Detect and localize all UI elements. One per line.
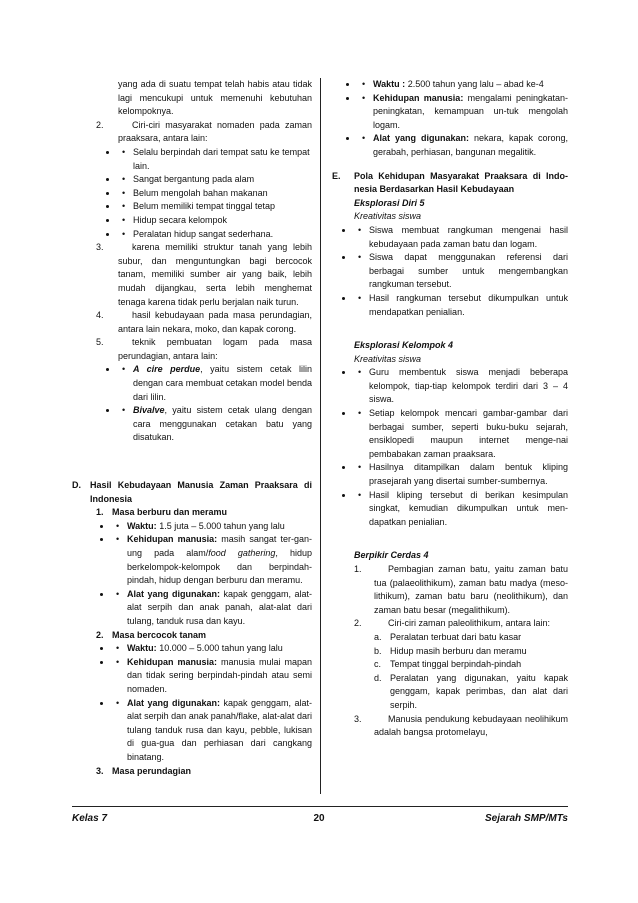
berpikir-cerdas-title: Berpikir Cerdas 4 <box>354 550 429 561</box>
item-number: 3. <box>96 242 104 253</box>
sub-title: Masa bercocok tanam <box>112 629 207 640</box>
bullet-label: Alat yang digunakan: <box>373 133 469 144</box>
bullet-item <box>112 642 312 656</box>
bullet-item <box>112 697 312 765</box>
bullet-item: • • Guru membentuk siswa menjadi beberapa kelompok, tiap-tiap kelompok terdiri dari 3 – 4 siswa. <box>354 366 568 407</box>
item-text: Ciri-ciri masyarakat nomaden pada zaman praaksara, antara lain: <box>118 119 312 144</box>
section-e-heading <box>332 170 568 197</box>
item-number: 4. <box>96 310 104 321</box>
list-item <box>72 309 312 336</box>
bullet-item <box>112 533 312 587</box>
sub-item <box>374 645 568 659</box>
footer-subject: Sejarah SMP/MTs <box>485 813 568 824</box>
bullet-label: Kehidupan manusia: <box>127 534 218 545</box>
bullet-item: • • Sangat bergantung pada alam <box>118 173 312 187</box>
bullet-label: Waktu : <box>373 79 406 89</box>
item-text: teknik pembuatan logam pada masa perundagian, antara lain: <box>118 337 312 361</box>
bullet-term: Bivalve <box>133 405 165 416</box>
bullet-label: Waktu: <box>127 643 157 654</box>
bullet-text: , hidup berkelompok-kelompok dan berpindah-pindah, hidup dengan berburu dan meramu. <box>127 548 312 586</box>
sub-text: Peralatan yang digunakan, yaitu kapak genggam, kapak perimbas, dan alat dari serpih. <box>390 672 568 710</box>
item-text: Pembagian zaman batu, yaitu zaman batu tua (palaeolithikum), zaman batu madya (meso-lithikum), zaman batu baru (neolithikum), dan zaman batu besar (megalithikum). <box>374 564 568 615</box>
list-item <box>72 119 312 241</box>
subsection <box>72 506 312 628</box>
item-number: 2. <box>354 618 362 629</box>
bullet-label: Alat yang digunakan: <box>127 588 220 599</box>
footer-class: Kelas 7 <box>72 813 108 824</box>
bullet-item: • • Belum mengolah bahan makanan <box>118 187 312 201</box>
sub-text: Hidup masih berburu dan meramu <box>390 645 527 656</box>
bullet-item <box>358 132 568 159</box>
sub-title: Masa perundagian <box>112 765 192 776</box>
bullet-item <box>118 363 312 404</box>
bullet-label: Kehidupan manusia: <box>127 656 217 667</box>
bullet-item <box>112 588 312 629</box>
sub-number: 3. <box>96 765 104 776</box>
footer-rule <box>72 806 568 807</box>
bullet-item: • • Peralatan hidup sangat sederhana. <box>118 228 312 242</box>
item-number: 1. <box>354 564 362 574</box>
bullet-text: , yaitu sistem cetak ulang dengan cara menggunakan cetakan batu yang disatukan. <box>133 405 312 443</box>
bullet-text: nekara, kapak corong, gerabah, perhiasan, bangunan megalitik. <box>373 133 568 157</box>
bullet-text: 1.5 juta – 5.000 tahun yang lalu <box>159 520 285 531</box>
sub-text: Tempat tinggal berpindah-pindah <box>390 659 522 670</box>
bullet-item <box>112 520 312 534</box>
page-number: 20 <box>313 813 325 824</box>
sub-letter: d. <box>374 672 382 683</box>
bullet-text: masih sangat ter-gan-ung pada alam/ <box>127 534 312 558</box>
sub-letter: a. <box>374 631 382 642</box>
bullet-label: Waktu: <box>127 520 157 531</box>
bullet-text: kapak genggam, alat-alat serpih dan anak panah/flake, alat-alat dari tulang tanduk rusa dan kayu, pebble, lukisan di gua-gua dan perhiasan dari cangkang binatang. <box>127 697 312 762</box>
bullet-term: A cire perdue <box>133 364 201 375</box>
sub-number: 1. <box>96 507 104 518</box>
bullet-item: • • Hasil rangkuman tersebut dikumpulkan untuk mendapatkan penialian. <box>354 292 568 319</box>
section-d-heading <box>72 479 312 506</box>
bullet-item <box>358 78 568 92</box>
bullet-text: 2.500 tahun yang lalu – abad ke-4 <box>407 79 544 89</box>
section-e-body <box>332 197 568 740</box>
section-title: Hasil Kebudayaan Manusia Zaman Praaksara di Indonesia <box>90 480 312 504</box>
bullet-label: Kehidupan manusia: <box>373 92 464 103</box>
bullet-item: • • Hasil kliping tersebut di berikan kesimpulan singkat, kemudian dikumpulkan untuk men-dapatkan penialian. <box>354 489 568 530</box>
bullet-item: • • Belum memiliki tempat tinggal tetap <box>118 200 312 214</box>
bullet-item: • • Hasilnya ditampilkan dalam bentuk kliping prasejarah yang disertai sumber-sumbernya. <box>354 461 568 488</box>
sub-item <box>374 631 568 645</box>
sub-number: 2. <box>96 629 104 640</box>
list-item <box>354 617 568 712</box>
eksplorasi-kelompok-subtitle: Kreativitas siswa <box>354 353 422 364</box>
intro-text: yang ada di suatu tempat telah habis atau tidak lagi mencukupi untuk memenuhi kebutuhan kelompoknya. <box>118 79 312 117</box>
section-letter: E. <box>332 170 341 181</box>
section-title: Pola Kehidupan Masyarakat Praaksara di Indo-nesia Berdasarkan Hasil Kebudayaan <box>354 170 568 195</box>
column-divider <box>320 78 321 794</box>
bullet-item: • • Hidup secara kelompok <box>118 214 312 228</box>
item-text: hasil kebudayaan pada masa perundagian, antara lain nekara, moko, dan kapak corong. <box>118 310 312 334</box>
bullet-text: 10.000 – 5.000 tahun yang lalu <box>159 643 283 654</box>
item-text: Ciri-ciri zaman paleolithikum, antara lain: <box>388 618 551 629</box>
item-number: 2. <box>96 119 104 130</box>
bullet-item <box>358 92 568 133</box>
sub-title: Masa berburu dan meramu <box>112 507 228 518</box>
list-item <box>72 336 312 445</box>
list-item <box>354 713 568 740</box>
bullet-item <box>112 656 312 697</box>
bullet-text: , yaitu sistem cetak lilin dengan cara membuat cetakan model benda dari lilin. <box>133 364 313 402</box>
list-item <box>354 563 568 617</box>
sub-item <box>374 672 568 713</box>
bullet-text: manusia mulai mapan dan tidak sering berpindah-pindah atau semi nomaden. <box>127 656 312 694</box>
item-text: karena memiliki struktur tanah yang lebih subur, dan menguntungkan bagi bercocok tanam, memiliki sumber air yang baik, lebih mudah dijangkau, serta lebih menghemat tenaga karena tidak perlu berjalan naik turun. <box>118 242 312 307</box>
right-column <box>332 78 568 740</box>
item-text: Manusia pendukung kebudayaan neolihikum adalah bangsa protomelayu, <box>374 713 568 738</box>
list-item <box>72 241 312 309</box>
sub-letter: c. <box>374 659 382 670</box>
bullet-text: mengalami peningkatan-peningkatan, kemampuan un-tuk mengolah logam. <box>373 92 568 130</box>
eksplorasi-diri-subtitle: Kreativitas siswa <box>354 211 422 222</box>
sub-text: Peralatan terbuat dari batu kasar <box>390 631 522 642</box>
section-letter: D. <box>72 480 81 491</box>
bullet-item: • • Setiap kelompok mencari gambar-gambar dari berbagai sumber, seperti buku-buku sejarah, ensiklopedi maupun internet menge-nai pembabakan zaman praaksara. <box>354 407 568 461</box>
bullet-item: • • Siswa dapat menggunakan referensi dari berbagai sumber untuk mengembangkan rangkuman tersebut. <box>354 251 568 292</box>
bullet-text: kapak genggam, alat-alat serpih dan anak panah, alat-alat dari tulang, tanduk rusa dan kayu. <box>127 588 312 626</box>
bullet-label: Alat yang digunakan: <box>127 697 220 708</box>
item-number: 3. <box>354 713 362 724</box>
item-number: 5. <box>96 337 104 348</box>
subsection <box>72 629 312 765</box>
sub-letter: b. <box>374 645 382 656</box>
left-column <box>72 78 312 778</box>
bullet-italic: food gathering <box>208 548 276 558</box>
bullet-item: • • Siswa membuat rangkuman mengenai hasil kebudayaan pada zaman batu dan logam. <box>354 224 568 251</box>
sub-item <box>374 658 568 672</box>
bullet-item <box>118 404 312 445</box>
eksplorasi-diri-title: Eksplorasi Diri 5 <box>354 197 425 208</box>
subsection <box>72 765 312 779</box>
eksplorasi-kelompok-title: Eksplorasi Kelompok 4 <box>354 340 454 351</box>
bullet-item: • • Selalu berpindah dari tempat satu ke tempat lain. <box>118 146 312 173</box>
